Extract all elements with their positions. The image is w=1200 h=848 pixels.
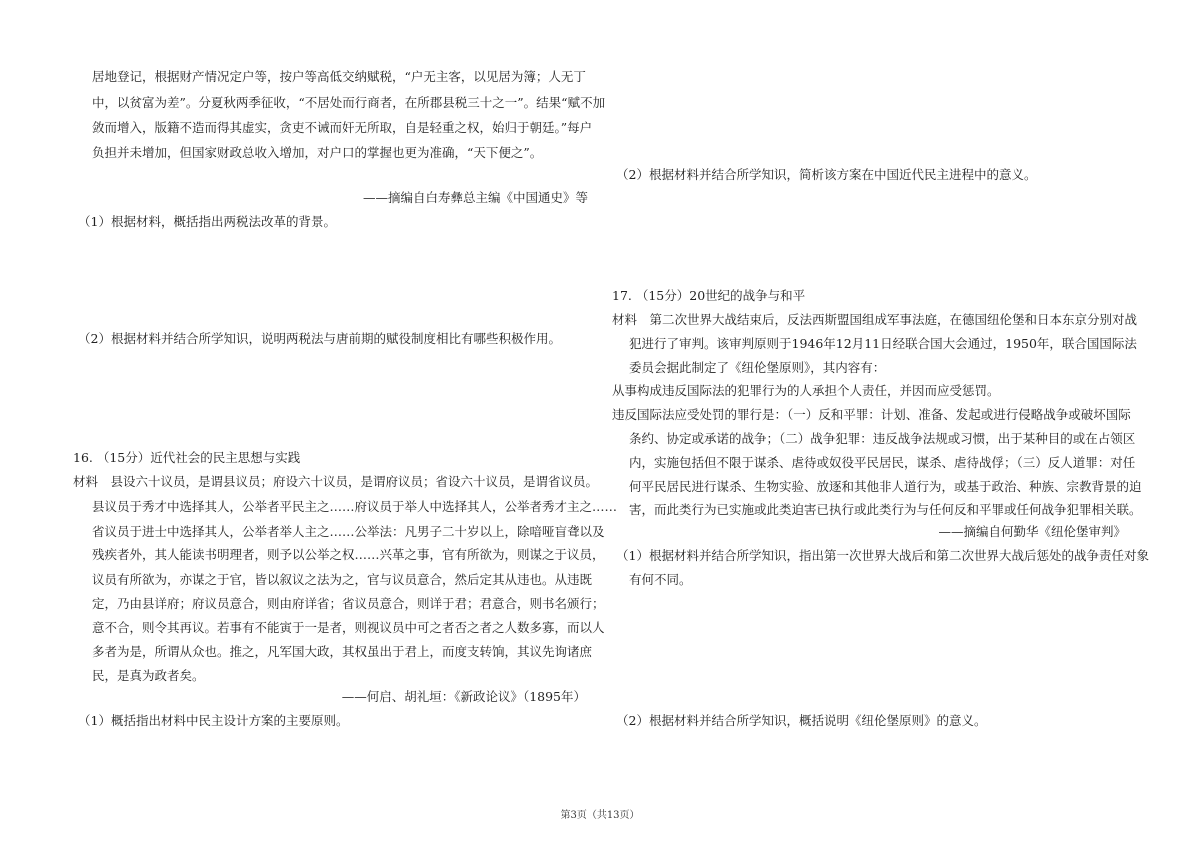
question-17-title: 17. （15分）20世纪的战争与和平 <box>612 288 806 303</box>
passage-line: 负担并未增加，但国家财政总收入增加，对户口的掌握也更为准确，“天下便之”。 <box>92 145 543 160</box>
q16-material-line: 多者为是，所谓从众也。推之，凡军国大政，其权虽出于君上，而度支转饷，其议先询诸庶 <box>92 644 593 659</box>
passage-line: 中，以贫富为差”。分夏秋两季征收，“不居处而行商者，在所郡县税三十之一”。结果“赋不加 <box>92 95 606 110</box>
page-number: 第3页（共13页） <box>560 810 640 821</box>
q17-material-line: 犯进行了审判。该审判原则于1946年12月11日经联合国大会通过，1950年，联合国国际法 <box>629 336 1137 351</box>
q16-material-line: 残疾者外，其人能读书明理者，则予以公举之权……兴革之事，官有所欲为，则谋之于议员， <box>92 547 605 562</box>
q17-material-line: 违反国际法应受处罚的罪行是：（一）反和平罪：计划、准备、发起或进行侵略战争或破坏国际 <box>612 407 1131 422</box>
q16-material-line: 意不合，则令其再议。若事有不能寅于一是者，则视议员中可之者否之者之人数多寡，而以人 <box>92 620 605 635</box>
q17-material-line: 害，而此类行为已实施或此类迫害已执行或此类行为与任何反和平罪或任何战争犯罪相关联。 <box>629 502 1142 517</box>
passage-line: 居地登记，根据财产情况定户等，按户等高低交纳赋税，“户无主客，以见居为簿；人无丁 <box>92 69 586 84</box>
q17-material-line: 材料 第二次世界大战结束后，反法西斯盟国组成军事法庭，在德国纽伦堡和日本东京分别对战 <box>612 312 1138 327</box>
q17-material-line: 何平民居民进行谋杀、生物实验、放逐和其他非人道行为，或基于政治、种族、宗教背景的迫 <box>629 479 1142 494</box>
passage-line: 敛而增入，版籍不造而得其虚实，贪吏不诫而奸无所取，自是轻重之权，始归于朝廷。”每户 <box>92 120 593 135</box>
question-16-title: 16. （15分）近代社会的民主思想与实践 <box>73 450 301 465</box>
q17-material-line: 内，实施包括但不限于谋杀、虐待或奴役平民居民，谋杀、虐待战俘；（三）反人道罪：对任 <box>629 455 1136 470</box>
q16-material-line: 定，乃由县详府；府议员意合，则由府详省；省议员意合，则详于君；君意合，则书名颁行； <box>92 596 605 611</box>
passage-source: ——摘编自白寿彝总主编《中国通史》等 <box>362 190 588 205</box>
question-15-2: （2）根据材料并结合所学知识，说明两税法与唐前期的赋役制度相比有哪些积极作用。 <box>78 331 561 346</box>
q16-material-line: 议员有所欲为，亦谋之于官，皆以叙议之法为之，官与议员意合，然后定其从违也。从违既 <box>92 572 593 587</box>
q16-material-line: 县议员于秀才中选择其人，公举者平民主之……府议员于举人中选择其人，公举者秀才主之…… <box>92 499 618 514</box>
question-17-1: （1）根据材料并结合所学知识，指出第一次世界大战后和第二次世界大战后惩处的战争责任对象 <box>616 548 1149 563</box>
question-17-1-cont: 有何不同。 <box>629 572 692 587</box>
question-16-2: （2）根据材料并结合所学知识，简析该方案在中国近代民主进程中的意义。 <box>616 167 1037 182</box>
question-17-2: （2）根据材料并结合所学知识，概括说明《纽伦堡原则》的意义。 <box>616 713 987 728</box>
q17-source: ——摘编自何勤华《纽伦堡审判》 <box>938 524 1126 539</box>
q17-material-line: 条约、协定或承诺的战争；（二）战争犯罪：违反战争法规或习惯，出于某种目的或在占领区 <box>629 431 1136 446</box>
q16-material-line: 民，是真为政者矣。 <box>92 668 205 683</box>
q17-material-line: 委员会据此制定了《纽伦堡原则》，其内容有： <box>629 360 886 375</box>
q16-material-line: 材料 县设六十议员，是谓县议员；府设六十议员，是谓府议员；省设六十议员，是谓省议员。 <box>73 474 599 489</box>
question-16-1: （1）概括指出材料中民主设计方案的主要原则。 <box>78 713 349 728</box>
question-15-1: （1）根据材料，概括指出两税法改革的背景。 <box>78 214 336 229</box>
q16-source: ——何启、胡礼垣：《新政论议》（1895年） <box>341 689 586 704</box>
q17-material-line: 从事构成违反国际法的犯罪行为的人承担个人责任，并因而应受惩罚。 <box>612 383 1000 398</box>
q16-material-line: 省议员于进士中选择其人，公举者举人主之……公举法：凡男子二十岁以上，除喑哑盲聋以及 <box>92 524 605 539</box>
